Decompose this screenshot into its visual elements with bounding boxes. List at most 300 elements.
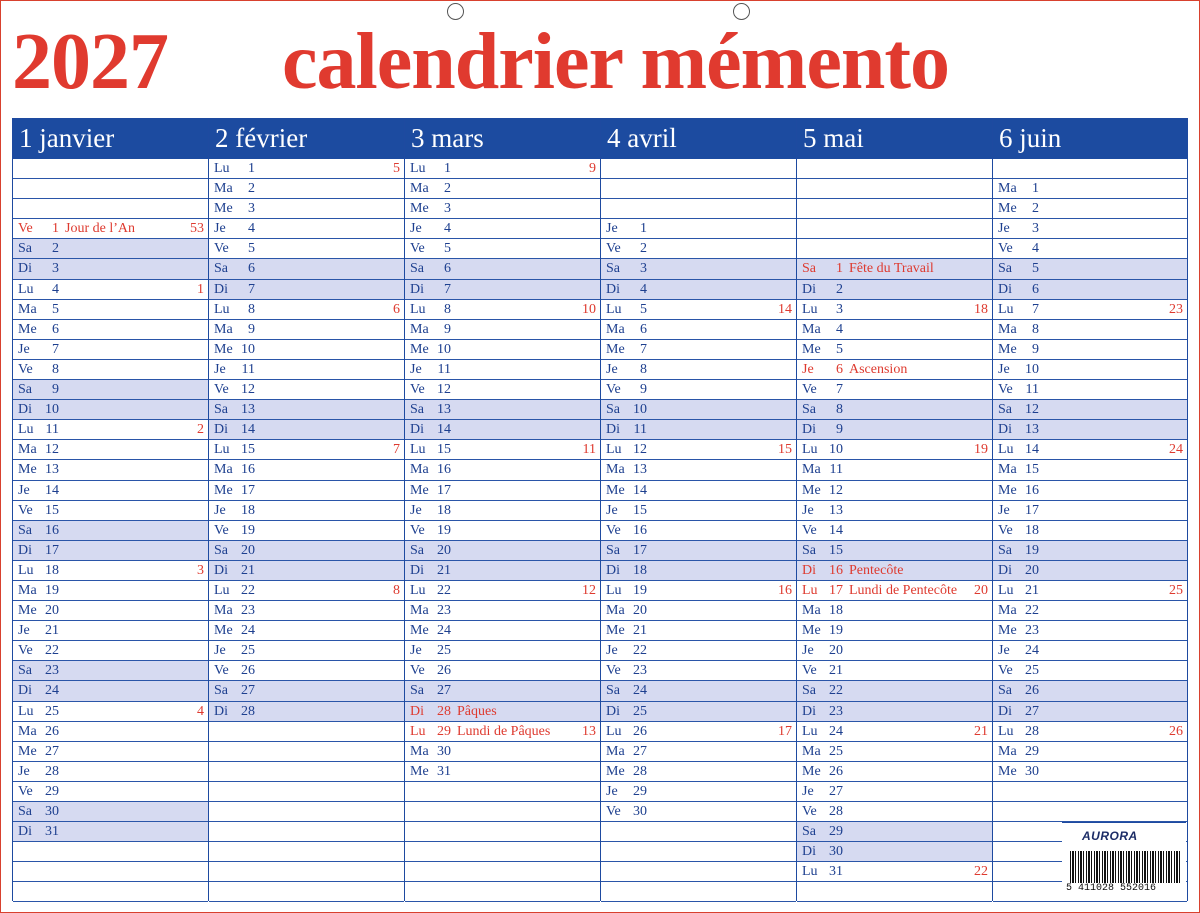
day-number: 27: [241, 683, 255, 699]
day-name: Ve: [606, 663, 621, 679]
day-name: Ma: [802, 743, 821, 759]
day-name: Me: [998, 482, 1017, 498]
day-number: 4: [1032, 241, 1039, 257]
day-row: [601, 661, 796, 681]
day-number: 16: [45, 522, 59, 538]
barcode-number: 5 411028 552016: [1066, 883, 1157, 894]
day-row: [13, 541, 208, 561]
day-name: Me: [998, 341, 1017, 357]
day-number: 17: [633, 542, 647, 558]
day-name: Ve: [214, 241, 229, 257]
day-number: 27: [829, 783, 843, 799]
day-name: Je: [606, 361, 618, 377]
day-name: Ma: [802, 603, 821, 619]
day-number: 18: [241, 502, 255, 518]
day-number: 10: [437, 341, 451, 357]
day-name: Me: [18, 462, 37, 478]
day-row: [209, 621, 404, 641]
day-number: 10: [45, 402, 59, 418]
day-name: Lu: [214, 442, 230, 458]
day-name: Di: [802, 281, 816, 297]
day-number: 4: [52, 281, 59, 297]
day-name: Lu: [606, 582, 622, 598]
day-row: [797, 501, 992, 521]
day-name: Lu: [802, 864, 818, 880]
day-number: 27: [1025, 703, 1039, 719]
day-name: Ma: [18, 723, 37, 739]
day-number: 3: [1032, 221, 1039, 237]
day-number: 5: [640, 301, 647, 317]
day-number: 4: [444, 221, 451, 237]
day-name: Me: [998, 763, 1017, 779]
day-number: 7: [1032, 301, 1039, 317]
day-name: Di: [410, 422, 424, 438]
day-number: 2: [640, 241, 647, 257]
day-number: 7: [248, 281, 255, 297]
day-number: 30: [1025, 763, 1039, 779]
day-name: Lu: [18, 703, 34, 719]
empty-row: [601, 179, 796, 199]
week-number: 10: [582, 301, 596, 317]
day-name: Me: [606, 623, 625, 639]
week-number: 7: [393, 442, 400, 458]
day-number: 31: [45, 824, 59, 840]
day-name: Je: [18, 763, 30, 779]
day-row: [405, 219, 600, 239]
day-name: Sa: [802, 824, 816, 840]
day-number: 2: [444, 181, 451, 197]
day-name: Lu: [606, 723, 622, 739]
day-number: 5: [52, 301, 59, 317]
day-name: Ma: [606, 743, 625, 759]
day-number: 6: [836, 361, 843, 377]
day-number: 25: [1025, 663, 1039, 679]
day-number: 28: [829, 804, 843, 819]
empty-row: [209, 822, 404, 842]
day-name: Me: [214, 201, 233, 217]
day-number: 1: [444, 161, 451, 176]
day-name: Je: [606, 783, 618, 799]
day-row: [601, 702, 796, 722]
day-row: [601, 400, 796, 420]
day-row: [601, 239, 796, 259]
holiday-name: Lundi de Pâques: [457, 723, 551, 739]
day-name: Ve: [410, 382, 425, 398]
day-number: 6: [444, 261, 451, 277]
day-number: 18: [829, 603, 843, 619]
day-name: Je: [410, 502, 422, 518]
day-name: Me: [802, 623, 821, 639]
day-number: 18: [1025, 522, 1039, 538]
day-name: Ve: [998, 663, 1013, 679]
day-row: [13, 762, 208, 782]
day-number: 20: [437, 542, 451, 558]
day-name: Me: [214, 623, 233, 639]
day-row: [209, 521, 404, 541]
day-name: Ma: [214, 321, 233, 337]
day-name: Ve: [18, 221, 33, 237]
day-row: [993, 179, 1187, 199]
day-row: [405, 661, 600, 681]
day-name: Sa: [606, 683, 620, 699]
empty-row: [405, 842, 600, 862]
day-number: 26: [241, 663, 255, 679]
day-row: [13, 501, 208, 521]
day-name: Je: [802, 643, 814, 659]
day-number: 15: [241, 442, 255, 458]
day-row: [601, 802, 796, 822]
day-row: [405, 601, 600, 621]
day-row: [993, 320, 1187, 340]
day-row: [209, 199, 404, 219]
day-number: 1: [52, 221, 59, 237]
day-name: Me: [18, 321, 37, 337]
day-row: [405, 541, 600, 561]
day-number: 9: [52, 382, 59, 398]
day-number: 17: [241, 482, 255, 498]
week-number: 17: [778, 723, 792, 739]
day-name: Sa: [802, 542, 816, 558]
month-header: 3 mars: [405, 119, 600, 159]
day-name: Je: [214, 361, 226, 377]
day-row: [209, 239, 404, 259]
day-name: Ma: [214, 181, 233, 197]
day-row: [797, 320, 992, 340]
week-number: 16: [778, 582, 792, 598]
day-number: 13: [829, 502, 843, 518]
day-name: Sa: [410, 542, 424, 558]
day-row: [797, 661, 992, 681]
day-name: Je: [214, 221, 226, 237]
day-row: [13, 601, 208, 621]
day-name: Sa: [998, 402, 1012, 418]
day-name: Ma: [998, 181, 1017, 197]
week-number: 12: [582, 582, 596, 598]
day-number: 12: [633, 442, 647, 458]
day-row: [405, 762, 600, 782]
week-number: 3: [197, 562, 204, 578]
day-row: [405, 641, 600, 661]
day-name: Ve: [410, 522, 425, 538]
day-name: Lu: [410, 442, 426, 458]
day-row: [797, 782, 992, 802]
day-name: Sa: [214, 402, 228, 418]
day-number: 15: [633, 502, 647, 518]
day-number: 22: [1025, 603, 1039, 619]
day-row: [13, 581, 208, 601]
day-number: 13: [437, 402, 451, 418]
day-number: 22: [829, 683, 843, 699]
day-number: 7: [444, 281, 451, 297]
day-name: Di: [606, 703, 620, 719]
day-number: 13: [241, 402, 255, 418]
day-row: [405, 722, 600, 742]
day-name: Ve: [802, 804, 817, 819]
day-number: 18: [45, 562, 59, 578]
day-number: 21: [241, 562, 255, 578]
day-name: Sa: [18, 663, 32, 679]
day-name: Sa: [18, 241, 32, 257]
day-number: 8: [640, 361, 647, 377]
week-number: 11: [582, 442, 596, 458]
day-row: [405, 440, 600, 460]
day-name: Ma: [410, 603, 429, 619]
day-row: [405, 521, 600, 541]
day-number: 22: [633, 643, 647, 659]
day-name: Di: [998, 281, 1012, 297]
day-number: 30: [829, 844, 843, 860]
day-row: [797, 380, 992, 400]
week-number: 9: [589, 161, 596, 176]
day-number: 19: [45, 582, 59, 598]
day-row: [405, 460, 600, 480]
day-row: [993, 400, 1187, 420]
day-number: 10: [633, 402, 647, 418]
day-number: 21: [1025, 582, 1039, 598]
day-name: Je: [214, 643, 226, 659]
day-number: 23: [1025, 623, 1039, 639]
day-number: 10: [1025, 361, 1039, 377]
day-name: Di: [18, 402, 32, 418]
day-row: [13, 681, 208, 701]
day-row: [13, 822, 208, 842]
day-name: Sa: [802, 402, 816, 418]
holiday-name: Ascension: [849, 361, 908, 377]
empty-row: [13, 199, 208, 219]
day-number: 26: [45, 723, 59, 739]
day-row: [405, 420, 600, 440]
day-number: 3: [836, 301, 843, 317]
day-number: 21: [633, 623, 647, 639]
day-name: Ve: [998, 522, 1013, 538]
week-number: 13: [582, 723, 596, 739]
day-number: 30: [633, 804, 647, 819]
empty-row: [601, 862, 796, 882]
day-row: [993, 360, 1187, 380]
year-title: 2027: [12, 18, 168, 106]
day-row: [13, 521, 208, 541]
week-number: 22: [974, 864, 988, 880]
day-name: Ve: [606, 522, 621, 538]
day-number: 19: [437, 522, 451, 538]
day-row: [797, 581, 992, 601]
month-column: [600, 119, 796, 901]
day-number: 11: [437, 361, 451, 377]
day-row: [13, 259, 208, 279]
day-number: 7: [640, 341, 647, 357]
day-name: Lu: [410, 161, 426, 176]
day-number: 24: [241, 623, 255, 639]
day-number: 16: [437, 462, 451, 478]
empty-row: [13, 882, 208, 902]
day-row: [405, 300, 600, 320]
empty-row: [797, 219, 992, 239]
brand-logo-box: [1062, 822, 1186, 899]
day-name: Me: [606, 482, 625, 498]
empty-row: [993, 782, 1187, 802]
day-number: 29: [829, 824, 843, 840]
day-row: [601, 360, 796, 380]
day-number: 7: [836, 382, 843, 398]
day-number: 19: [241, 522, 255, 538]
day-number: 16: [1025, 482, 1039, 498]
day-name: Sa: [802, 683, 816, 699]
day-number: 25: [633, 703, 647, 719]
day-number: 8: [52, 361, 59, 377]
day-number: 12: [1025, 402, 1039, 418]
day-number: 2: [248, 181, 255, 197]
day-number: 19: [633, 582, 647, 598]
day-number: 9: [444, 321, 451, 337]
week-number: 8: [393, 582, 400, 598]
day-row: [209, 420, 404, 440]
day-name: Je: [606, 502, 618, 518]
day-number: 5: [1032, 261, 1039, 277]
day-name: Je: [998, 502, 1010, 518]
day-number: 1: [640, 221, 647, 237]
day-name: Lu: [998, 442, 1014, 458]
empty-row: [601, 199, 796, 219]
day-row: [797, 802, 992, 822]
day-name: Je: [410, 643, 422, 659]
day-row: [601, 460, 796, 480]
day-number: 21: [437, 562, 451, 578]
empty-row: [13, 159, 208, 179]
day-row: [797, 440, 992, 460]
day-name: Di: [410, 281, 424, 297]
day-number: 17: [1025, 502, 1039, 518]
day-row: [405, 621, 600, 641]
day-number: 26: [1025, 683, 1039, 699]
day-name: Di: [410, 703, 424, 719]
week-number: 18: [974, 301, 988, 317]
day-name: Ve: [18, 361, 33, 377]
day-name: Sa: [18, 804, 32, 819]
empty-row: [13, 179, 208, 199]
day-name: Me: [410, 482, 429, 498]
day-name: Ve: [802, 382, 817, 398]
day-number: 14: [437, 422, 451, 438]
day-name: Ma: [410, 743, 429, 759]
day-row: [405, 320, 600, 340]
week-number: 25: [1169, 582, 1183, 598]
day-number: 14: [241, 422, 255, 438]
week-number: 15: [778, 442, 792, 458]
day-name: Sa: [410, 683, 424, 699]
day-number: 13: [633, 462, 647, 478]
day-number: 26: [437, 663, 451, 679]
day-name: Sa: [214, 542, 228, 558]
day-number: 14: [633, 482, 647, 498]
day-number: 11: [241, 361, 255, 377]
day-number: 19: [829, 623, 843, 639]
holiday-name: Fête du Travail: [849, 261, 934, 277]
day-name: Di: [18, 683, 32, 699]
day-row: [993, 440, 1187, 460]
day-number: 20: [829, 643, 843, 659]
week-number: 5: [393, 161, 400, 176]
day-name: Je: [606, 221, 618, 237]
day-row: [797, 722, 992, 742]
day-number: 17: [829, 582, 843, 598]
day-row: [993, 601, 1187, 621]
empty-row: [797, 199, 992, 219]
day-row: [993, 641, 1187, 661]
day-name: Lu: [410, 582, 426, 598]
day-number: 23: [45, 663, 59, 679]
day-number: 19: [1025, 542, 1039, 558]
day-row: [993, 621, 1187, 641]
day-name: Ma: [606, 321, 625, 337]
day-row: [797, 702, 992, 722]
day-name: Ma: [410, 462, 429, 478]
day-name: Je: [214, 502, 226, 518]
day-row: [797, 280, 992, 300]
day-number: 23: [633, 663, 647, 679]
day-row: [797, 300, 992, 320]
day-row: [993, 762, 1187, 782]
day-name: Lu: [18, 422, 34, 438]
day-number: 14: [45, 482, 59, 498]
day-row: [797, 742, 992, 762]
day-name: Lu: [214, 161, 230, 176]
day-name: Ve: [606, 241, 621, 257]
day-name: Lu: [214, 301, 230, 317]
day-row: [797, 360, 992, 380]
week-number: 19: [974, 442, 988, 458]
day-name: Je: [18, 623, 30, 639]
day-row: [209, 601, 404, 621]
empty-row: [797, 179, 992, 199]
empty-row: [209, 722, 404, 742]
week-number: 23: [1169, 301, 1183, 317]
day-number: 25: [437, 643, 451, 659]
day-row: [209, 460, 404, 480]
day-row: [13, 561, 208, 581]
week-number: 14: [778, 301, 792, 317]
day-number: 27: [633, 743, 647, 759]
day-name: Lu: [410, 723, 426, 739]
day-name: Sa: [998, 542, 1012, 558]
week-number: 1: [197, 281, 204, 297]
day-number: 26: [633, 723, 647, 739]
day-number: 3: [52, 261, 59, 277]
day-name: Ve: [214, 522, 229, 538]
day-number: 28: [633, 763, 647, 779]
day-row: [209, 702, 404, 722]
day-number: 16: [829, 562, 843, 578]
week-number: 21: [974, 723, 988, 739]
day-row: [13, 702, 208, 722]
day-number: 25: [829, 743, 843, 759]
day-row: [405, 400, 600, 420]
day-name: Di: [802, 844, 816, 860]
day-row: [13, 320, 208, 340]
empty-row: [209, 742, 404, 762]
day-number: 24: [45, 683, 59, 699]
day-number: 10: [829, 442, 843, 458]
day-number: 21: [45, 623, 59, 639]
day-row: [13, 280, 208, 300]
week-number: 26: [1169, 723, 1183, 739]
day-row: [993, 702, 1187, 722]
day-row: [405, 561, 600, 581]
week-number: 53: [190, 221, 204, 237]
day-number: 3: [640, 261, 647, 277]
day-number: 14: [1025, 442, 1039, 458]
day-row: [993, 521, 1187, 541]
day-number: 16: [633, 522, 647, 538]
